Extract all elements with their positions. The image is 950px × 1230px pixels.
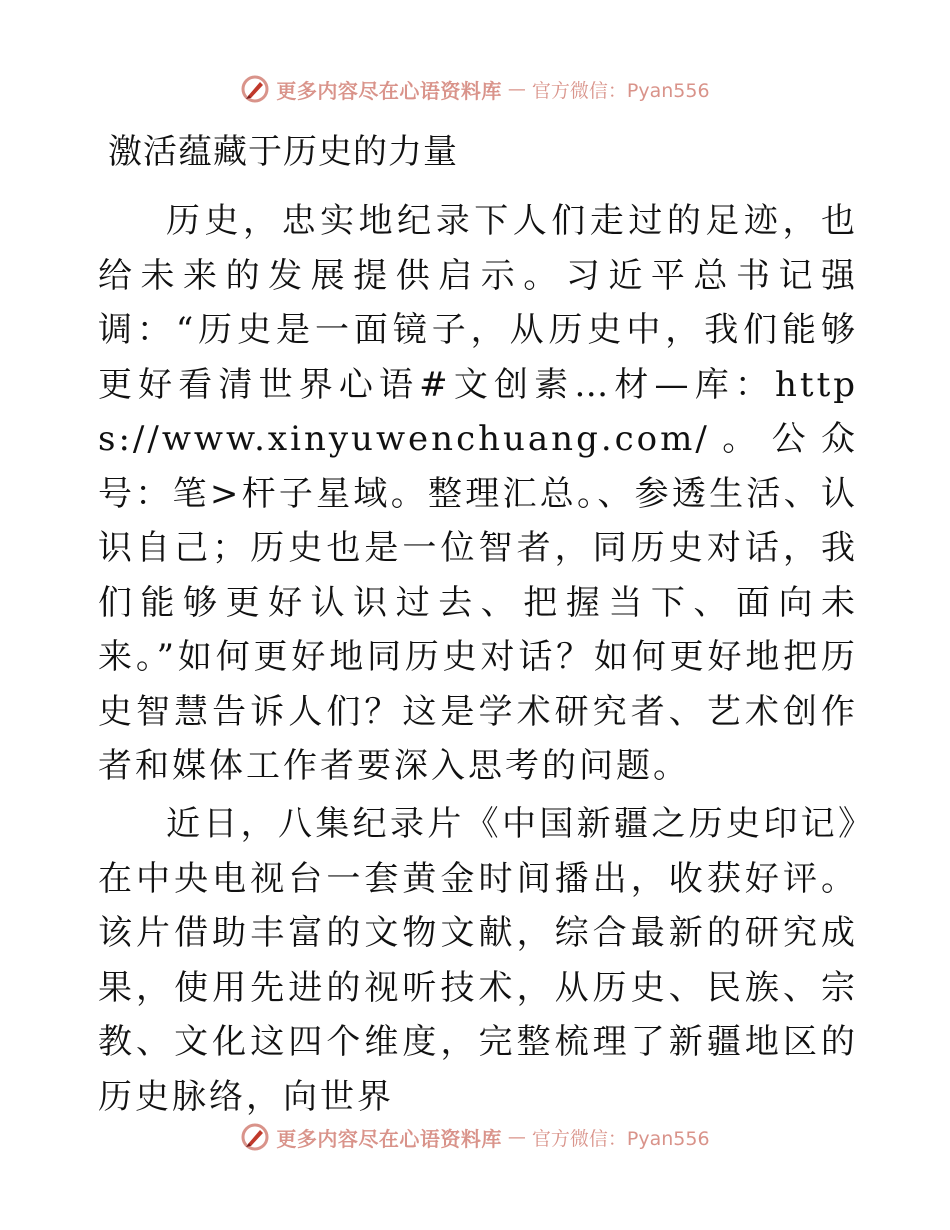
watermark-contact: 官方微信：Pyan556 xyxy=(531,1127,710,1150)
watermark-text: 更多内容尽在心语资料库 xyxy=(276,78,502,103)
watermark-dash: — xyxy=(507,78,526,100)
paragraph-1: 历史，忠实地纪录下人们走过的足迹，也给未来的发展提供启示。习近平总书记强调：“历史是一面镜子，从历史中，我们能够更好看清世界心语#文创素…材—库：https://www.xinyuwenchuang.com/。公众号：笔>杆子星域。整理汇总。、参透生活、认识自己；历史也是一位智者，同历史对话，我们能够更好认识过去、把握当下、面向未来。”如何更好地同历史对话？如何更好地把历史智慧告诉人们？这是学术研究者、艺术创作者和媒体工作者要深入思考的问题。 xyxy=(98,201,858,786)
watermark-dash: — xyxy=(507,1126,526,1148)
paragraph-2: 近日，八集纪录片《中国新疆之历史印记》在中央电视台一套黄金时间播出，收获好评。该片借助丰富的文物文献，综合最新的研究成果，使用先进的视听技术，从历史、民族、宗教、文化这四个维度，完整梳理了新疆地区的历史脉络，向世界 xyxy=(98,804,858,1117)
brush-pen-logo-icon xyxy=(240,1122,270,1152)
document-title: 激活蕴藏于历史的力量 xyxy=(108,132,458,172)
brush-pen-logo-icon xyxy=(240,74,270,104)
watermark-text: 更多内容尽在心语资料库 xyxy=(276,1126,502,1151)
watermark-contact: 官方微信：Pyan556 xyxy=(531,79,710,102)
header-watermark xyxy=(0,74,950,104)
footer-watermark xyxy=(0,1122,950,1152)
